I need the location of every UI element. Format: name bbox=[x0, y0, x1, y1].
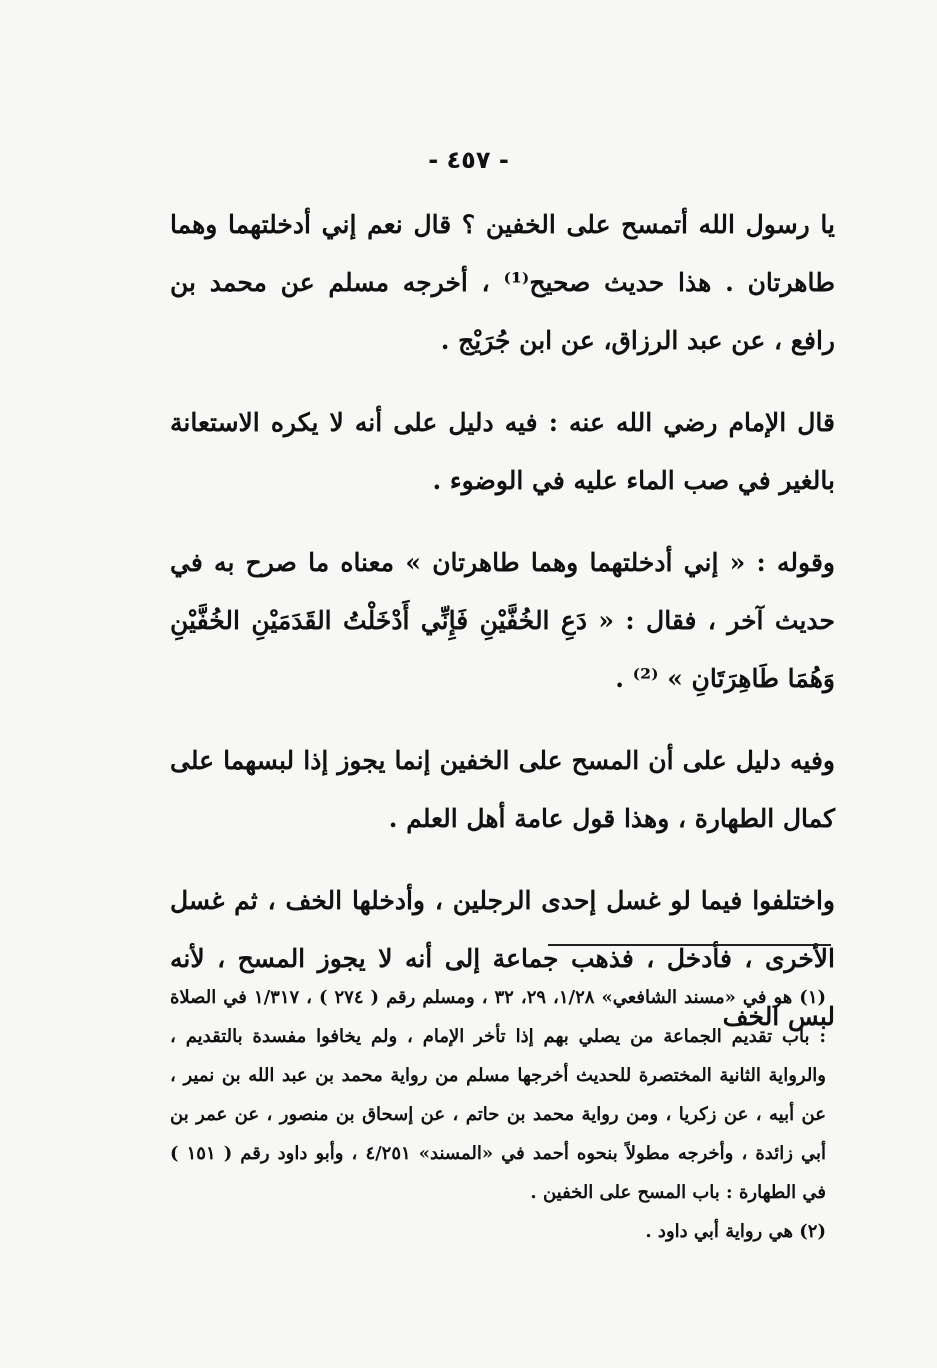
page-number: - ٤٥٧ - bbox=[428, 146, 509, 174]
paragraph: واختلفوا فيما لو غسل إحدى الرجلين ، وأدخلها الخف ، ثم غسل الأخرى ، فأدخل ، فذهب جماعة إلى أنه لا يجوز المسح ، لأنه لبس الخف bbox=[170, 886, 836, 1031]
paragraph: قال الإمام رضي الله عنه : فيه دليل على أنه لا يكره الاستعانة بالغير في صب الماء عليه في الوضوء . bbox=[170, 408, 835, 495]
paragraph: يا رسول الله أتمسح على الخفين ؟ قال نعم إني أدخلتهما وهما طاهرتان . هذا حديث صحيح⁽¹⁾ ، أخرجه مسلم عن محمد بن رافع ، عن عبد الرزاق، عن ابن جُرَيْج . bbox=[170, 210, 835, 355]
footnote: (١) هو في «مسند الشافعي» ١/٢٨، ٢٩، ٣٢ ، ومسلم رقم ( ٢٧٤ ) ، ١/٣١٧ في الصلاة : باب تقديم الجماعة من يصلي بهم إذا تأخر الإمام ، ولم يخافوا مفسدة بالتقديم ، والرواية الثانية المختصرة للحديث أخرجها مسلم من رواية محمد بن عبد الله بن نمير ، عن أبيه ، عن زكريا ، ومن رواية محمد بن حاتم ، عن إسحاق بن منصور ، عن عمر بن أبي زائدة ، وأخرجه مطولاً بنحوه أحمد في «المسند» ٤/٢٥١ ، وأبو داود رقم ( ١٥١ ) في الطهارة : باب المسح على الخفين . bbox=[170, 987, 827, 1203]
paragraph: وفيه دليل على أن المسح على الخفين إنما يجوز إذا لبسهما على كمال الطهارة ، وهذا قول عامة أهل العلم . bbox=[170, 746, 835, 833]
paragraph: وقوله : « إني أدخلتهما وهما طاهرتان » معناه ما صرح به في حديث آخر ، فقال : « دَعِ الخُفَّيْنِ فَإِنِّي أَدْخَلْتُ القَدَمَيْنِ الخُفَّيْنِ وَهُمَا طَاهِرَتَانِ » ⁽²⁾ . bbox=[170, 548, 835, 693]
footnote-separator bbox=[548, 944, 831, 946]
main-text bbox=[170, 196, 835, 1046]
footnote: (٢) هي رواية أبي داود . bbox=[645, 1221, 826, 1242]
footnotes bbox=[170, 978, 826, 1251]
